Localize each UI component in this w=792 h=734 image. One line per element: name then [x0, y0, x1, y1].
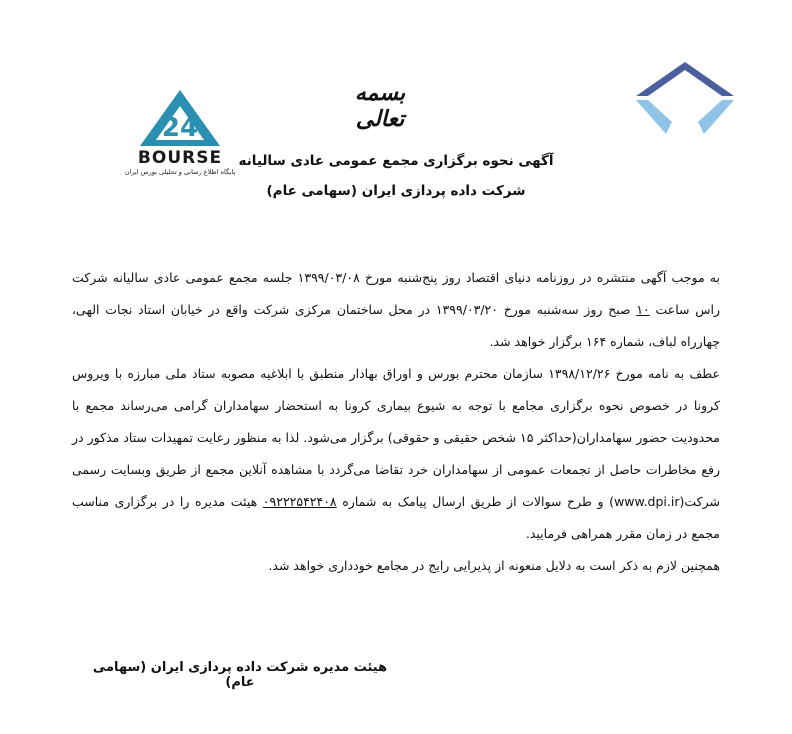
website-link[interactable]: (www.dpi.ir) [609, 494, 685, 509]
paragraph-hospitality: همچنین لازم به ذکر است به دلایل منعونه از پذیرایی رایج در مجامع خودداری خواهد شد. [268, 558, 720, 573]
bourse-tagline: پایگاه اطلاع رسانی و تحلیلی بورس ایران [124, 168, 236, 176]
bourse-wordmark: BOURSE [137, 148, 223, 168]
paragraph-covid-notice: عطف به نامه مورخ ۱۳۹۸/۱۲/۲۶ سازمان محترم بورس و اوراق بهادار منطبق با ابلاغیه مصوبه ستاد ملی مبارزه با ویروس کرونا در خصوص نحوه برگزاری مجامع با توجه به شیوع بیماری کرونا به استحضار سهامداران گرامی می‌رساند مجمع با محدودیت حضور سهامداران(حداکثر ۱۵ شخص حقیقی و حقوقی) برگزار می‌شود. لذا به منظور رعایت تمهیدات ستاد مذکور در رفع مخاطرات حاصل از تجمعات عمومی از سهامداران خرد تقاضا می‌گردد با مشاهده آنلاین مجمع از طریق وبسایت رسمی شرکت(www.dpi.ir) و طرح سوالات از طریق ارسال پیامک به شماره ۰۹۲۲۲۵۴۲۴۰۸ هیئت مدیره را در برگزاری مناسب مجمع در زمان مقرر همراهی فرمایید. [72, 366, 721, 541]
bourse-triangle-icon [122, 88, 238, 148]
invocation-title: بسمه تعالی [354, 80, 406, 132]
dpi-diamond-logo-icon [632, 60, 738, 140]
notice-title: آگهی نحوه برگزاری مجمع عمومی عادی سالیانه [238, 153, 554, 169]
notice-body [72, 262, 720, 582]
company-name-heading: شرکت داده پردازی ایران (سهامی عام) [266, 183, 526, 199]
meeting-time: ۱۰ [636, 302, 650, 317]
sms-phone-number: ۰۹۲۲۲۵۴۲۴۰۸ [262, 494, 337, 509]
paragraph-meeting-info: به موجب آگهی منتشره در روزنامه دنیای اقتصاد روز پنج‌شنبه مورخ ۱۳۹۹/۰۳/۰۸ جلسه مجمع عمومی عادی سالیانه شرکت راس ساعت ۱۰ صبح روز سه‌شنبه مورخ ۱۳۹۹/۰۳/۲۰ در محل ساختمان مرکزی شرکت واقع در خیابان استاد نجات الهی، چهارراه لباف، شماره ۱۶۴ برگزار خواهد شد. [72, 270, 720, 349]
board-signature: هیئت مدیره شرکت داده پردازی ایران (سهامی عام) [92, 660, 388, 690]
svg-text:24: 24 [161, 113, 199, 143]
